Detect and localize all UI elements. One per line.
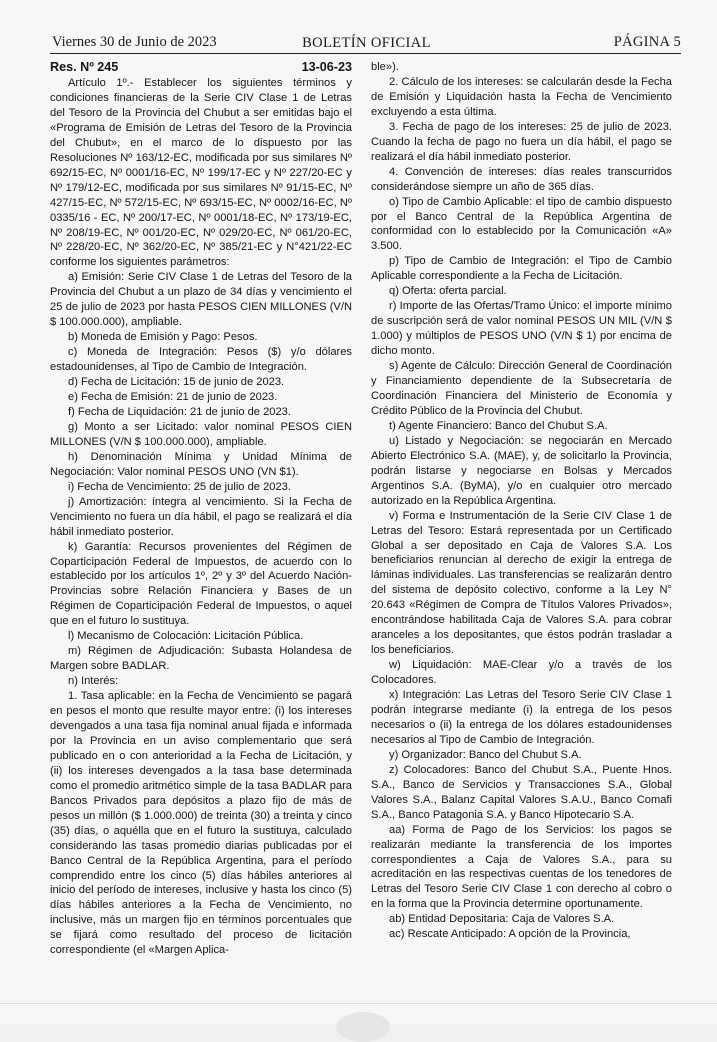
clause-paragraph: f) Fecha de Liquidación: 21 de junio de 2023. <box>68 405 291 418</box>
watermark-shape <box>336 1012 390 1042</box>
clause-paragraph: d) Fecha de Licitación: 15 de junio de 2023. <box>68 376 285 389</box>
clause-paragraph: l) Mecanismo de Colocación: Licitación Pública. <box>68 630 304 643</box>
clause-paragraph: k) Garantía: Recursos provenientes del Régimen de Coparticipación Federal de Impuestos, de acuerdo con lo establecido por los artículos 1º, 2º y 3º del Acuerdo Nación-Provincias sobre Relación Financiera y Bases de un Régimen de Coparticipación Federal de Impuestos, o aquel que en el futuro lo sustituya. <box>50 540 352 628</box>
clause-paragraph: m) Régimen de Adjudicación: Subasta Holandesa de Margen sobre BADLAR. <box>50 645 352 673</box>
page-header <box>52 34 681 54</box>
header-page-number: PÁGINA 5 <box>613 34 681 50</box>
clause-paragraph: z) Colocadores: Banco del Chubut S.A., Puente Hnos. S.A., Banco de Servicios y Transacciones S.A., Global Valores S.A., Balanz Capital Valores S.A.U., Banco Comafi S.A., Banco Patagonia S.A. y Banco Hipotecario S.A. <box>371 763 672 821</box>
clause-paragraph: y) Organizador: Banco del Chubut S.A. <box>389 748 582 761</box>
clause-paragraph: p) Tipo de Cambio de Integración: el Tipo de Cambio Aplicable correspondiente a la Fecha de Licitación. <box>371 255 672 283</box>
continuation-paragraph: ble»). <box>371 61 399 73</box>
resolution-number: Res. Nº 245 <box>50 60 119 74</box>
clause-paragraph: q) Oferta: oferta parcial. <box>389 285 507 298</box>
right-column <box>371 60 672 942</box>
clause-paragraph: w) Liquidación: MAE-Clear y/o a través de los Colocadores. <box>371 659 672 687</box>
clause-paragraph: n) Interés: <box>68 675 119 688</box>
clause-paragraph: aa) Forma de Pago de los Servicios: los pagos se realizarán mediante la transferencia de los importes correspondientes a Caja de Valores S.A., para su acreditación en las respectivas cuentas de los tenedores de Letras del Tesoro Serie CIV Clase 1 con derecho al cobro o en la forma que la Provincia determine oportunamente. <box>371 823 672 911</box>
clause-paragraph: 4. Convención de intereses: días reales transcurridos considerándose siempre un año de 365 días. <box>371 165 672 193</box>
clause-paragraph: i) Fecha de Vencimiento: 25 de julio de 2023. <box>68 480 291 493</box>
clause-paragraph: r) Importe de las Ofertas/Tramo Único: el importe mínimo de suscripción será de valor nominal PESOS UN MIL (V/N $ 1.000) y múltiplos de PESOS UNO (V/N $ 1) por encima de dicho monto. <box>371 300 672 358</box>
clause-paragraph: g) Monto a ser Licitado: valor nominal PESOS CIEN MILLONES (V/N $ 100.000.000), ampliable. <box>50 420 352 448</box>
clause-paragraph: 2. Cálculo de los intereses: se calcularán desde la Fecha de Emisión y Liquidación hasta la Fecha de Vencimiento excluyendo a esta última. <box>371 75 672 118</box>
clause-paragraph: 3. Fecha de pago de los intereses: 25 de julio de 2023. Cuando la fecha de pago no fuera un día hábil, el pago se realizará el día hábil inmediato posterior. <box>371 120 672 163</box>
clause-paragraph: a) Emisión: Serie CIV Clase 1 de Letras del Tesoro de la Provincia del Chubut a un plazo de 34 días y vencimiento el 25 de julio de 2023 por hasta PESOS CIEN MILLONES (V/N $ 100.000.000), ampliable. <box>50 271 352 329</box>
clause-paragraph: 1. Tasa aplicable: en la Fecha de Vencimiento se pagará en pesos el monto que resulte mayor entre: (i) los intereses devengados a una tasa fija nominal anual fijada e informada por la Provincia en un aviso complementario que será publicado en o con anterioridad a la Fecha de Licitación, y (ii) los intereses devengados a la tasa base determinada como el promedio aritmético simple de la tasa BADLAR para Bancos Privados para depósitos a plazo fijo de más de pesos un millón ($ 1.000.000) de treinta (30) a treinta y cinco (35) días, o aquélla que en el futuro la sustituya, calculado considerando las tasas promedio diarias publicadas por el Banco Central de la República Argentina, para el período comprendido entre los cinco (5) días hábiles anteriores al inicio del período de intereses, inclusive y hasta los cinco (5) días hábiles anteriores a la Fecha de Vencimiento, no inclusive, más un margen fijo en términos porcentuales que se fijará como resultado del proceso de licitación correspondiente (el «Margen Aplica- <box>50 690 352 957</box>
clause-paragraph: u) Listado y Negociación: se negociarán en Mercado Abierto Electrónico S.A. (MAE), y, de solicitarlo la Provincia, podrán listarse y negociarse en Bolsas y Mercados Argentinos S.A. (ByMA), y/o en cualquier otro mercado autorizado en la República Argentina. <box>371 434 672 507</box>
header-date: Viernes 30 de Junio de 2023 <box>52 34 217 50</box>
clause-paragraph: x) Integración: Las Letras del Tesoro Serie CIV Clase 1 podrán integrarse mediante (i) la entrega de los pesos necesarios o (ii) la entrega de los dólares estadounidenses necesarios al Tipo de Cambio de Integración. <box>371 689 672 746</box>
clause-paragraph: c) Moneda de Integración: Pesos ($) y/o dólares estadounidenses, al Tipo de Cambio de Integración. <box>50 346 352 374</box>
clause-paragraph: s) Agente de Cálculo: Dirección General de Coordinación y Financiamiento dependiente de la Subsecretaría de Coordinación Financiera del Ministerio de Economía y Crédito Público de la Provincia del Chubut. <box>371 360 672 417</box>
header-divider <box>50 53 681 54</box>
clause-paragraph: ab) Entidad Depositaria: Caja de Valores S.A. <box>389 913 615 926</box>
left-column <box>50 60 352 958</box>
article-paragraph: Artículo 1º.- Establecer los siguientes términos y condiciones financieras de la Serie CIV Clase 1 de Letras del Tesoro de la Provincia del Chubut a ser emitidas bajo el «Programa de Emisión de Letras del Tesoro de la Provincia del Chubut», en el marco de lo dispuesto por las Resoluciones Nº 163/12-EC, modificada por sus similares Nº 692/15-EC, Nº 0001/16-EC, Nº 199/17-EC y Nº 227/20-EC y Nº 179/12-EC, modificada por sus similares Nº 91/15-EC, Nº 427/15-EC, Nº 572/15-EC, Nº 693/15-EC, Nº 0002/16-EC, Nº 0335/16 - EC, Nº 200/17-EC, Nº 0001/18-EC, Nº 173/19-EC, Nº 208/19-EC, Nº 001/20-EC, Nº 029/20-EC, Nº 061/20-EC, Nº 228/20-EC, Nº 362/20-EC, Nº 385/21-EC y N°421/22-EC conforme los siguientes parámetros: <box>50 77 352 269</box>
resolution-date: 13-06-23 <box>301 60 352 74</box>
clause-paragraph: ac) Rescate Anticipado: A opción de la Provincia, <box>389 928 631 941</box>
clause-paragraph: o) Tipo de Cambio Aplicable: el tipo de cambio dispuesto por el Banco Central de la República Argentina de conformidad con lo establecido por la Comunicación «A» 3.500. <box>371 195 672 253</box>
clause-paragraph: v) Forma e Instrumentación de la Serie CIV Clase 1 de Letras del Tesoro: Estará representada por un Certificado Global a ser depositado en Caja de Valores S.A. Los beneficiarios renuncian al derecho de exigir la entrega de láminas individuales. Las transferencias se realizarán dentro del sistema de depósito colectivo, conforme a la Ley N° 20.643 «Régimen de Compra de Títulos Valores Privados», encontrándose habilitada Caja de Valores S.A. para cobrar aranceles a los depositantes, que éstos podrán trasladar a los beneficiarios. <box>371 509 672 657</box>
clause-paragraph: j) Amortización: íntegra al vencimiento. Si la Fecha de Vencimiento no fuera un día hábil, el pago se realizará el día hábil inmediato posterior. <box>50 495 352 538</box>
clause-paragraph: b) Moneda de Emisión y Pago: Pesos. <box>68 331 258 344</box>
page-bottom-edge <box>0 1003 717 1004</box>
clause-paragraph: h) Denominación Mínima y Unidad Mínima de Negociación: Valor nominal PESOS UNO (VN $1). <box>50 450 352 478</box>
header-publication-title: BOLETÍN OFICIAL <box>302 35 431 51</box>
resolution-heading <box>50 60 352 75</box>
clause-paragraph: e) Fecha de Emisión: 21 de junio de 2023. <box>68 391 278 404</box>
clause-paragraph: t) Agente Financiero: Banco del Chubut S.A. <box>389 419 608 432</box>
